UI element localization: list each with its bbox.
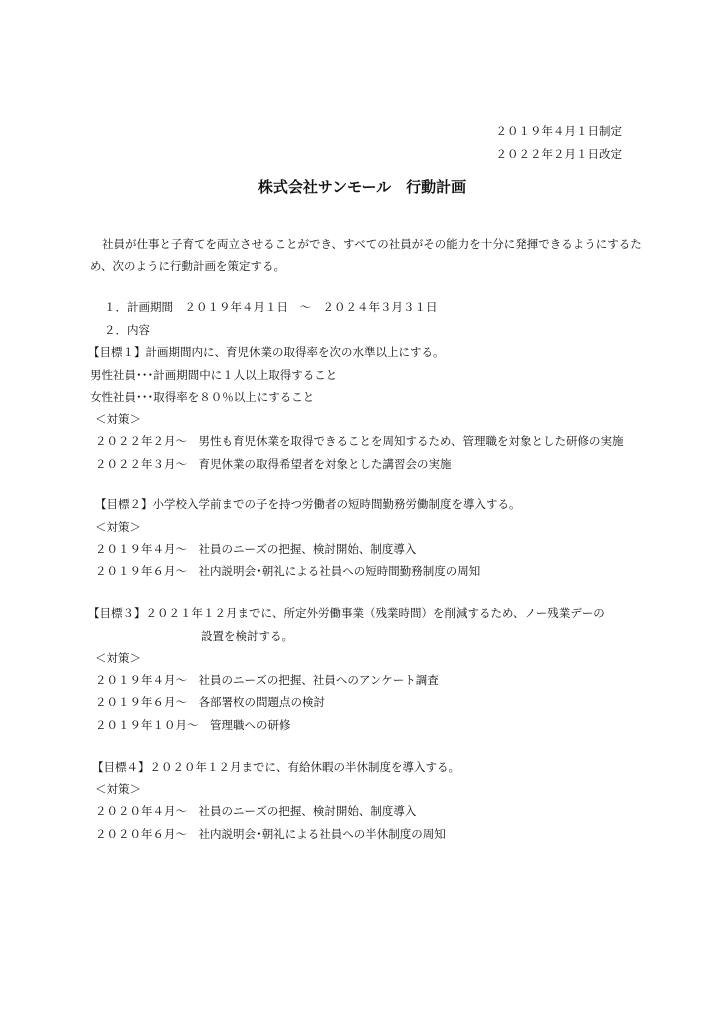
goal3-measures-label: ＜対策＞: [95, 651, 141, 665]
goal4-heading: 【目標４】２０２０年１２月までに、有給休暇の半休制度を導入する。: [92, 760, 460, 774]
intro-line-1: 社員が仕事と子育てを両立させることができ、すべての社員がその能力を十分に発揮できるようにするた: [102, 237, 642, 251]
goal1-female: 女性社員･･･取得率を８０％以上にすること: [90, 390, 315, 404]
goal3-measure-1: ２０１９年４月～ 社員のニーズの把握、社員へのアンケート調査: [95, 673, 439, 687]
goal1-measures-label: ＜対策＞: [95, 412, 141, 426]
revised-date: ２０２２年２月１日改定: [495, 147, 622, 161]
content-heading: ２．内容: [104, 323, 150, 337]
goal4-measures-label: ＜対策＞: [95, 782, 141, 796]
goal4-measure-2: ２０２０年６月～ 社内説明会･朝礼による社員への半休制度の周知: [95, 827, 446, 841]
goal1-measure-2: ２０２２年３月～ 育児休業の取得希望者を対象とした講習会の実施: [95, 457, 452, 471]
goal2-measure-2: ２０１９年６月～ 社内説明会･朝礼による社員への短時間勤務制度の周知: [95, 564, 481, 578]
goal2-measures-label: ＜対策＞: [95, 520, 141, 534]
goal3-heading: 【目標３】２０２１年１２月までに、所定外労働事業（残業時間）を削減するため、ノー残業デーの: [88, 606, 605, 620]
goal3-heading-cont: 設置を検討する。: [201, 629, 293, 643]
goal1-measure-1: ２０２２年２月～ 男性も育児休業を取得できることを周知するため、管理職を対象とした研修の実施: [95, 434, 624, 448]
goal1-male: 男性社員･･･計画期間中に１人以上取得すること: [90, 368, 338, 382]
goal2-heading: 【目標２】小学校入学前までの子を持つ労働者の短時間勤務労働制度を導入する。: [95, 497, 521, 511]
goal2-measure-1: ２０１９年４月～ 社員のニーズの把握、検討開始、制度導入: [95, 542, 417, 556]
page-title: 株式会社サンモール 行動計画: [257, 178, 467, 196]
intro-line-2: め、次のように行動計画を策定する。: [90, 259, 286, 273]
established-date: ２０１９年４月１日制定: [495, 124, 622, 138]
goal3-measure-2: ２０１９年６月～ 各部署枚の問題点の検討: [95, 695, 325, 709]
plan-period: １．計画期間 ２０１９年４月１日 ～ ２０２４年３月３１日: [104, 300, 438, 314]
goal3-measure-3: ２０１９年１０月～ 管理職への研修: [95, 718, 291, 732]
goal1-heading: 【目標１】計画期間内に、育児休業の取得率を次の水準以上にする。: [88, 345, 445, 359]
goal4-measure-1: ２０２０年４月～ 社員のニーズの把握、検討開始、制度導入: [95, 804, 417, 818]
